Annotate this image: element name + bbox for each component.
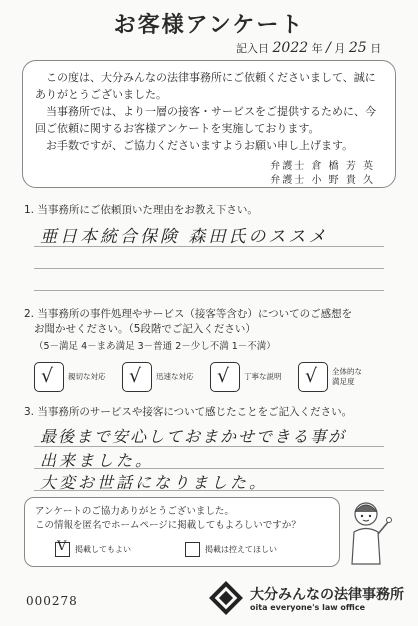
rating-box[interactable] <box>298 362 328 392</box>
answer-line <box>34 246 384 247</box>
check-mark: √ <box>41 365 54 387</box>
rating-speed <box>122 362 194 392</box>
publish-ok-checkbox[interactable] <box>55 539 70 557</box>
intro-box <box>22 60 396 188</box>
date-label: 記入日 <box>236 42 269 55</box>
intro-paragraph-1: この度は、大分みんなの法律事務所にご依頼くださいまして、誠にありがとうございました。 <box>35 71 376 101</box>
answer-3-line-1: 最後まで安心しておまかせできる事が <box>40 427 347 446</box>
check-mark: √ <box>305 365 318 387</box>
question-2-line-2: お聞かせください。（5段階でご記入ください） <box>34 323 256 335</box>
intro-paragraph-3: お手数ですが、ご協力くださいますようお願い申し上げます。 <box>46 139 354 152</box>
answer-line <box>34 446 384 447</box>
intro-paragraph-2: 当事務所では、より一層の接客・サービスをご提供するために、今回ご依頼に関するお客様アンケートを実施しております。 <box>35 105 376 135</box>
rating-label: 迅速な対応 <box>156 372 194 381</box>
rating-label <box>332 367 362 387</box>
question-3: 3. 当事務所のサービスや接客について感じたことをご記入ください。 <box>24 406 353 418</box>
rating-label-line-2: 満足度 <box>332 377 355 386</box>
rating-box[interactable] <box>122 362 152 392</box>
check-mark: V <box>57 539 67 554</box>
lawyer-1: 弁護士 倉 橋 芳 英 <box>270 161 375 172</box>
firm-subtitle: oita everyone's law office <box>250 603 365 612</box>
answer-3-line-3: 大変お世話になりました。 <box>40 473 269 492</box>
consent-question: この情報を匿名でホームページに掲載してもよろしいですか？ <box>35 520 301 531</box>
check-mark: √ <box>217 365 230 387</box>
answer-line <box>34 268 384 269</box>
rating-overall <box>298 362 362 392</box>
rating-label: 丁寧な説明 <box>244 372 282 381</box>
entry-date <box>236 40 381 56</box>
mascot-illustration <box>340 498 396 570</box>
date-year: 2022 <box>272 40 309 56</box>
lawyer-2: 弁護士 小 野 貴 久 <box>270 175 375 186</box>
answer-3-line-2: 出来ました。 <box>40 451 155 470</box>
firm-logo-icon <box>208 580 244 616</box>
rating-kindness <box>34 362 106 392</box>
publish-ok-label: 掲載してもよい <box>75 545 131 554</box>
serial-number: 000278 <box>26 594 78 608</box>
answer-1: 亜日本統合保険 森田氏のススメ <box>40 227 329 247</box>
date-day: 25 <box>348 40 367 56</box>
rating-scale: （5－満足 4－まあ満足 3－普通 2－少し不満 1－不満） <box>34 341 276 352</box>
publish-consent-box <box>24 497 340 567</box>
page-title: お客様アンケート <box>113 13 305 38</box>
thanks-text: アンケートのご協力ありがとうございました。 <box>35 506 234 517</box>
rating-box[interactable] <box>210 362 240 392</box>
publish-decline-label: 掲載は控えてほしい <box>205 545 277 554</box>
rating-label: 親切な対応 <box>68 372 106 381</box>
firm-name: 大分みんなの法律事務所 <box>250 587 404 603</box>
question-2-line-1: 2. 当事務所の事件処理やサービス（接客等含む）についてのご感想を <box>24 308 353 320</box>
check-mark: √ <box>129 365 142 387</box>
rating-explanation <box>210 362 282 392</box>
year-unit: 年 <box>311 42 323 55</box>
answer-line <box>34 290 384 291</box>
day-unit: 日 <box>370 42 382 55</box>
answer-line <box>34 468 384 469</box>
rating-label-line-1: 全体的な <box>332 367 362 376</box>
publish-decline-checkbox[interactable] <box>185 542 200 557</box>
question-1: 1. 当事務所にご依頼頂いた理由をお教え下さい。 <box>24 204 258 216</box>
rating-box[interactable] <box>34 362 64 392</box>
date-month: / <box>326 40 331 56</box>
month-unit: 月 <box>334 42 346 55</box>
answer-line <box>34 490 384 491</box>
